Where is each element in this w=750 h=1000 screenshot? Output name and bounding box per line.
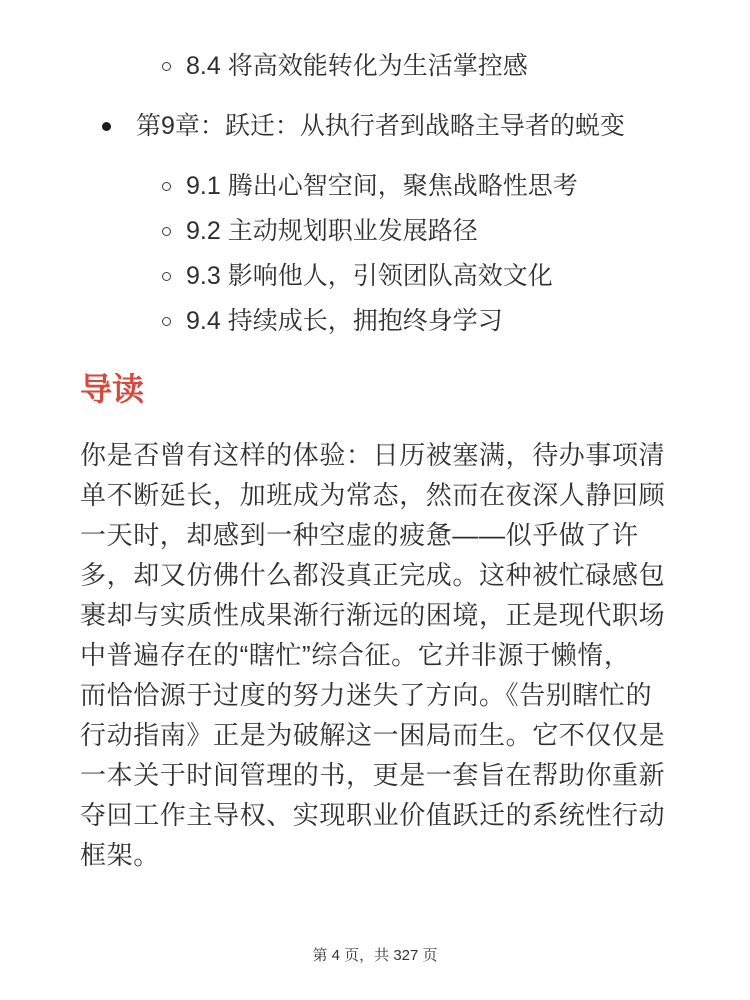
page-footer (0, 948, 750, 964)
paragraph-line: 单不断延长，加班成为常态，然而在夜深人静回顾 (80, 480, 666, 510)
section-heading: 导读 (80, 371, 145, 407)
paragraph-line: 中普遍存在的“瞎忙”综合征。它并非源于懒惰， (80, 640, 631, 670)
toc-item-label: 9.2 主动规划职业发展路径 (186, 217, 478, 245)
disc-bullet-icon (102, 122, 111, 131)
intro-paragraph (80, 435, 670, 875)
paragraph-line: 一天时，却感到一种空虚的疲惫——似乎做了许 (80, 520, 639, 550)
paragraph-line: 行动指南》正是为破解这一困局而生。它不仅仅是 (80, 720, 666, 750)
circle-bullet-icon (162, 272, 171, 281)
toc-item-label: 8.4 将高效能转化为生活掌控感 (186, 52, 528, 80)
circle-bullet-icon (162, 317, 171, 326)
paragraph-line: 而恰恰源于过度的努力迷失了方向。《告别瞎忙的 (80, 680, 653, 710)
paragraph-line: 夺回工作主导权、实现职业价值跃迁的系统性行动 (80, 800, 666, 830)
paragraph-line: 裹却与实质性成果渐行渐远的困境，正是现代职场 (80, 600, 666, 630)
toc-item-9-2 (0, 213, 750, 249)
paragraph-line: 你是否曾有这样的体验：日历被塞满，待办事项清 (80, 440, 666, 470)
paragraph-line: 框架。 (80, 840, 160, 870)
page-number-label: 第 4 页，共 327 页 (312, 947, 438, 964)
toc-item-label: 9.1 腾出心智空间，聚焦战略性思考 (186, 172, 578, 200)
paragraph-line: 一本关于时间管理的书，更是一套旨在帮助你重新 (80, 760, 666, 790)
paragraph-line: 多，却又仿佛什么都没真正完成。这种被忙碌感包 (80, 560, 666, 590)
table-of-contents (0, 0, 750, 339)
circle-bullet-icon (162, 182, 171, 191)
toc-item-chapter-9 (0, 108, 750, 144)
circle-bullet-icon (162, 62, 171, 71)
toc-item-label: 9.4 持续成长，拥抱终身学习 (186, 307, 503, 335)
toc-item-label: 9.3 影响他人，引领团队高效文化 (186, 262, 553, 290)
circle-bullet-icon (162, 227, 171, 236)
toc-item-8-4 (0, 48, 750, 84)
toc-item-label: 第9章：跃迁：从执行者到战略主导者的蜕变 (136, 112, 625, 140)
toc-item-9-3 (0, 258, 750, 294)
toc-item-9-1 (0, 168, 750, 204)
toc-item-9-4 (0, 303, 750, 339)
